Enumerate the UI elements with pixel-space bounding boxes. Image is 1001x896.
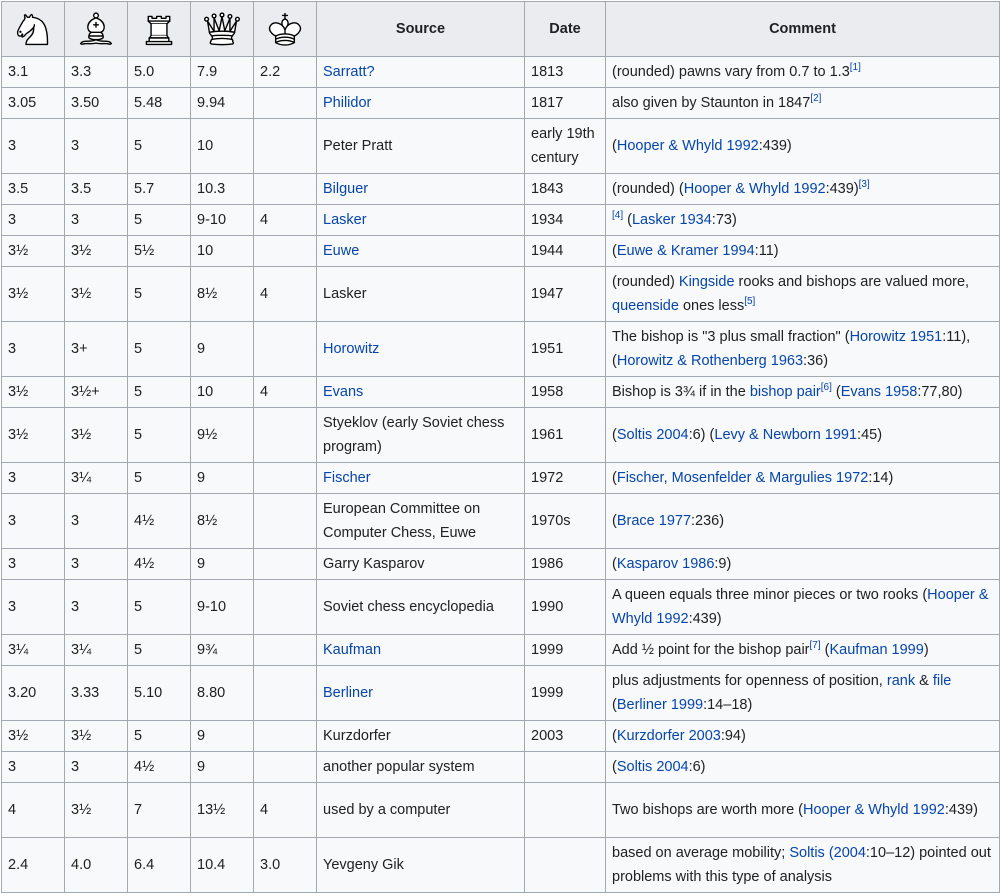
rook-value-cell: 5 [128,580,191,635]
citation-link[interactable]: Evans 1958 [840,384,918,400]
header-queen [191,2,254,57]
bishop-value-cell: 3 [65,119,128,174]
citation-link[interactable]: Berliner 1999 [616,697,704,713]
text-run: ( [612,427,617,443]
bishop-value-cell: 3 [65,752,128,783]
reference-sup [810,93,821,104]
king-value-cell: 4 [254,783,317,838]
reference-sup [744,296,755,307]
rook-value-cell: 5½ [128,236,191,267]
reference-sup [859,179,870,190]
date-cell: 1813 [525,57,606,88]
queen-value-cell: 9 [191,752,254,783]
queen-value-cell: 9-10 [191,580,254,635]
rook-value-cell: 4½ [128,494,191,549]
citation-link[interactable]: Soltis (2004 [789,845,866,861]
text-run: :36) [803,353,829,369]
citation-link[interactable]: file [932,673,952,689]
text-run: ones less [678,298,745,314]
rook-value-cell: 5.0 [128,57,191,88]
king-value-cell [254,549,317,580]
queen-value-cell: 10 [191,377,254,408]
text-run: Yevgeny Gik [323,857,404,873]
text-run: :11) [754,243,779,259]
text-run: :439) [758,138,792,154]
king-value-cell [254,88,317,119]
comment-cell [606,236,1000,267]
queen-value-cell: 8½ [191,267,254,322]
source-cell [317,57,525,88]
queen-value-cell: 9 [191,721,254,752]
queen-value-cell: 9½ [191,408,254,463]
header-king [254,2,317,57]
table-row [2,666,1000,721]
queen-value-cell: 9-10 [191,205,254,236]
bishop-value-cell: 3½ [65,783,128,838]
citation-link[interactable]: Euwe [323,243,360,259]
text-run: :439) [944,802,978,818]
king-value-cell: 4 [254,205,317,236]
queen-value-cell: 9¾ [191,635,254,666]
date-cell: 1990 [525,580,606,635]
citation-link[interactable]: Kurzdorfer 2003 [616,728,721,744]
table-row [2,119,1000,174]
comment-cell [606,580,1000,635]
citation-link[interactable]: Soltis 2004 [616,427,689,443]
text-run: :6) ( [688,427,715,443]
king-value-cell [254,752,317,783]
king-value-cell: 4 [254,377,317,408]
comment-cell [606,119,1000,174]
bishop-value-cell: 3½ [65,236,128,267]
citation-link[interactable]: Horowitz & Rothenberg 1963 [616,353,804,369]
citation-link[interactable]: Hooper & Whyld 1992 [616,138,759,154]
text-run: Bishop is 3¾ if in the [612,384,750,400]
text-run: :439) [688,611,722,627]
text-run: :73) [711,212,737,228]
table-row [2,408,1000,463]
text-run: ( [612,138,617,154]
bishop-value-cell: 3.50 [65,88,128,119]
date-cell: 2003 [525,721,606,752]
citation-link[interactable]: Hooper & Whyld 1992 [683,181,826,197]
knight-value-cell: 3½ [2,408,65,463]
text-run: ( [612,556,617,572]
bishop-value-cell: 3 [65,549,128,580]
comment-cell [606,838,1000,893]
comment-cell [606,174,1000,205]
text-run: Soviet chess encyclopedia [323,599,494,615]
text-run: (rounded) [612,274,679,290]
knight-value-cell: 3 [2,205,65,236]
header-source: Source [317,2,525,57]
source-cell [317,666,525,721]
comment-cell [606,549,1000,580]
comment-cell [606,783,1000,838]
source-cell [317,267,525,322]
bishop-value-cell: 3½ [65,267,128,322]
text-run: (rounded) ( [612,181,684,197]
text-run: ( [612,697,617,713]
text-run: ( [820,642,830,658]
queen-value-cell: 13½ [191,783,254,838]
queen-value-cell: 8½ [191,494,254,549]
queen-value-cell: 9.94 [191,88,254,119]
knight-value-cell: 3½ [2,267,65,322]
queen-value-cell: 10 [191,119,254,174]
text-run: Two bishops are worth more ( [612,802,803,818]
source-cell [317,205,525,236]
table-row [2,635,1000,666]
date-cell: 1843 [525,174,606,205]
text-run: Garry Kasparov [323,556,425,572]
knight-value-cell: 3½ [2,377,65,408]
rook-value-cell: 5 [128,205,191,236]
citation-link[interactable]: Kaufman 1999 [829,642,924,658]
date-cell: 1951 [525,322,606,377]
date-cell: 1944 [525,236,606,267]
citation-link[interactable]: Fischer [323,470,371,486]
text-run: ( [612,243,617,259]
knight-value-cell: 3.5 [2,174,65,205]
text-run: ( [831,384,841,400]
reference-link[interactable]: [7] [809,640,821,652]
comment-cell [606,752,1000,783]
king-value-cell [254,721,317,752]
source-cell [317,88,525,119]
knight-value-cell: 3.20 [2,666,65,721]
header-row [2,2,1000,57]
citation-link[interactable]: Kasparov 1986 [616,556,715,572]
queen-value-cell: 10.4 [191,838,254,893]
text-run: The bishop is "3 plus small fraction" ( [612,329,850,345]
date-cell [525,838,606,893]
date-cell: 1958 [525,377,606,408]
knight-value-cell: 2.4 [2,838,65,893]
bishop-value-cell: 3.5 [65,174,128,205]
king-value-cell: 3.0 [254,838,317,893]
comment-cell [606,463,1000,494]
text-run: :14) [868,470,894,486]
header-rook [128,2,191,57]
bishop-value-cell: 3½+ [65,377,128,408]
text-run: ) [923,642,929,658]
text-run: :439) [825,181,859,197]
date-cell: 1970s [525,494,606,549]
king-value-cell [254,236,317,267]
king-value-cell [254,322,317,377]
text-run: rooks and bishops are valued more, [734,274,970,290]
rook-value-cell: 5.10 [128,666,191,721]
date-cell: 1999 [525,635,606,666]
table-row [2,463,1000,494]
rook-value-cell: 5 [128,322,191,377]
reference-link[interactable]: [4] [612,210,624,222]
text-run: ( [612,470,617,486]
king-value-cell: 4 [254,267,317,322]
knight-value-cell: 3¼ [2,635,65,666]
citation-link[interactable]: Soltis 2004 [616,759,689,775]
date-cell: 1934 [525,205,606,236]
text-run: also given by Staunton in 1847 [612,95,811,111]
comment-cell [606,267,1000,322]
text-run: used by a computer [323,802,451,818]
citation-link[interactable]: rank [886,673,916,689]
table-row [2,322,1000,377]
text-run: another popular system [323,759,475,775]
text-run: :45) [857,427,883,443]
citation-link[interactable]: Levy & Newborn 1991 [714,427,858,443]
date-cell: 1961 [525,408,606,463]
text-run: :10–12) pointed out problems with this type of analysis [612,845,991,885]
source-cell [317,635,525,666]
citation-link[interactable]: bishop pair [749,384,821,400]
text-run: :14–18) [703,697,753,713]
rook-icon [138,8,180,50]
citation-link[interactable]: Hooper & Whyld 1992 [803,802,945,818]
knight-value-cell: 3 [2,119,65,174]
bishop-value-cell: 3.3 [65,57,128,88]
source-cell [317,463,525,494]
source-cell [317,408,525,463]
king-value-cell [254,463,317,494]
source-cell [317,322,525,377]
text-run: ( [612,728,617,744]
reference-link[interactable]: [5] [744,296,756,308]
king-value-cell [254,494,317,549]
knight-value-cell: 3½ [2,721,65,752]
text-run: :11), ( [612,329,971,369]
queen-icon [201,8,243,50]
reference-sup [850,62,861,73]
bishop-value-cell: 3+ [65,322,128,377]
date-cell: 1999 [525,666,606,721]
knight-value-cell: 3½ [2,236,65,267]
comment-cell [606,322,1000,377]
knight-value-cell: 3 [2,322,65,377]
citation-link[interactable]: Sarratt? [323,64,375,80]
king-value-cell [254,635,317,666]
date-cell: 1817 [525,88,606,119]
king-value-cell [254,408,317,463]
reference-link[interactable]: [3] [858,179,870,191]
comment-cell [606,377,1000,408]
table-row [2,752,1000,783]
bishop-value-cell: 3 [65,205,128,236]
source-cell [317,838,525,893]
rook-value-cell: 5 [128,635,191,666]
king-value-cell [254,666,317,721]
king-value-cell [254,119,317,174]
citation-link[interactable]: Lasker [323,212,367,228]
date-cell: 1947 [525,267,606,322]
text-run: based on average mobility; [612,845,790,861]
header-knight [2,2,65,57]
citation-link[interactable]: Berliner [323,685,373,701]
reference-link[interactable]: [2] [810,93,822,105]
reference-link[interactable]: [6] [820,382,832,394]
text-run: :9) [714,556,732,572]
citation-link[interactable]: Euwe & Kramer 1994 [616,243,755,259]
text-run: Lasker [323,286,367,302]
text-run: Styeklov (early Soviet chess program) [323,415,505,455]
source-cell [317,783,525,838]
text-run: :236) [691,513,725,529]
text-run: ( [612,759,617,775]
queen-value-cell: 9 [191,463,254,494]
source-cell [317,494,525,549]
text-run: (rounded) pawns vary from 0.7 to 1.3 [612,64,850,80]
knight-value-cell: 3 [2,580,65,635]
citation-link[interactable]: Lasker 1934 [631,212,712,228]
citation-link[interactable]: Hooper & Whyld 1992 [612,587,989,627]
rook-value-cell: 7 [128,783,191,838]
date-cell: early 19th century [525,119,606,174]
text-run: plus adjustments for openness of position, [612,673,887,689]
source-cell [317,549,525,580]
source-cell [317,721,525,752]
rook-value-cell: 5 [128,119,191,174]
text-run: A queen equals three minor pieces or two rooks ( [612,587,928,603]
rook-value-cell: 5.7 [128,174,191,205]
knight-value-cell: 3 [2,463,65,494]
comment-cell [606,57,1000,88]
knight-value-cell: 3 [2,494,65,549]
comment-cell [606,88,1000,119]
table-row [2,549,1000,580]
text-run: Add ½ point for the bishop pair [612,642,810,658]
rook-value-cell: 5 [128,721,191,752]
reference-sup [821,382,832,393]
rook-value-cell: 5.48 [128,88,191,119]
bishop-icon [75,8,117,50]
bishop-value-cell: 3 [65,494,128,549]
queen-value-cell: 9 [191,322,254,377]
queen-value-cell: 8.80 [191,666,254,721]
source-cell [317,119,525,174]
rook-value-cell: 4½ [128,752,191,783]
knight-value-cell: 3.1 [2,57,65,88]
bishop-value-cell: 3¼ [65,463,128,494]
king-value-cell: 2.2 [254,57,317,88]
knight-value-cell: 3 [2,752,65,783]
comment-cell [606,205,1000,236]
bishop-value-cell: 3½ [65,408,128,463]
bishop-value-cell: 4.0 [65,838,128,893]
date-cell: 1972 [525,463,606,494]
knight-value-cell: 3 [2,549,65,580]
king-icon [264,8,306,50]
table-row [2,174,1000,205]
knight-value-cell: 4 [2,783,65,838]
citation-link[interactable]: Kaufman [323,642,382,658]
citation-link[interactable]: Kingside [678,274,735,290]
citation-link[interactable]: Horowitz 1951 [849,329,943,345]
table-row [2,494,1000,549]
date-cell [525,752,606,783]
king-value-cell [254,580,317,635]
table-row [2,267,1000,322]
citation-link[interactable]: Evans [323,384,364,400]
bishop-value-cell: 3 [65,580,128,635]
text-run: European Committee on Computer Chess, Euwe [323,501,481,541]
citation-link[interactable]: Bilguer [323,181,369,197]
table-row [2,580,1000,635]
text-run: ( [623,212,632,228]
queen-value-cell: 9 [191,549,254,580]
comment-cell [606,635,1000,666]
text-run: ( [612,513,617,529]
reference-sup [810,640,821,651]
rook-value-cell: 5 [128,463,191,494]
comment-cell [606,494,1000,549]
citation-link[interactable]: Fischer, Mosenfelder & Margulies 1972 [616,470,869,486]
citation-link[interactable]: Horowitz [323,341,380,357]
table-row [2,838,1000,893]
text-run: Kurzdorfer [323,728,391,744]
table-row [2,377,1000,408]
rook-value-cell: 5 [128,408,191,463]
source-cell [317,377,525,408]
table-row [2,783,1000,838]
text-run: :94) [720,728,746,744]
text-run: Peter Pratt [323,138,393,154]
rook-value-cell: 4½ [128,549,191,580]
citation-link[interactable]: queenside [612,298,679,314]
bishop-value-cell: 3½ [65,721,128,752]
citation-link[interactable]: Brace 1977 [616,513,692,529]
comment-cell [606,721,1000,752]
table-row [2,57,1000,88]
knight-icon [12,8,54,50]
piece-values-table [1,1,1000,893]
bishop-value-cell: 3.33 [65,666,128,721]
table-row [2,205,1000,236]
citation-link[interactable]: Philidor [323,95,372,111]
bishop-value-cell: 3¼ [65,635,128,666]
source-cell [317,174,525,205]
source-cell [317,236,525,267]
table-row [2,236,1000,267]
header-bishop [65,2,128,57]
rook-value-cell: 6.4 [128,838,191,893]
table-body [2,57,1000,893]
queen-value-cell: 10.3 [191,174,254,205]
king-value-cell [254,174,317,205]
reference-sup [612,210,623,221]
header-comment: Comment [606,2,1000,57]
text-run: & [915,673,933,689]
source-cell [317,580,525,635]
source-cell [317,752,525,783]
reference-link[interactable]: [1] [849,62,861,74]
queen-value-cell: 10 [191,236,254,267]
comment-cell [606,666,1000,721]
knight-value-cell: 3.05 [2,88,65,119]
header-date: Date [525,2,606,57]
date-cell: 1986 [525,549,606,580]
rook-value-cell: 5 [128,377,191,408]
table-row [2,721,1000,752]
text-run: :77,80) [917,384,963,400]
table-row [2,88,1000,119]
date-cell [525,783,606,838]
comment-cell [606,408,1000,463]
queen-value-cell: 7.9 [191,57,254,88]
rook-value-cell: 5 [128,267,191,322]
text-run: :6) [688,759,706,775]
